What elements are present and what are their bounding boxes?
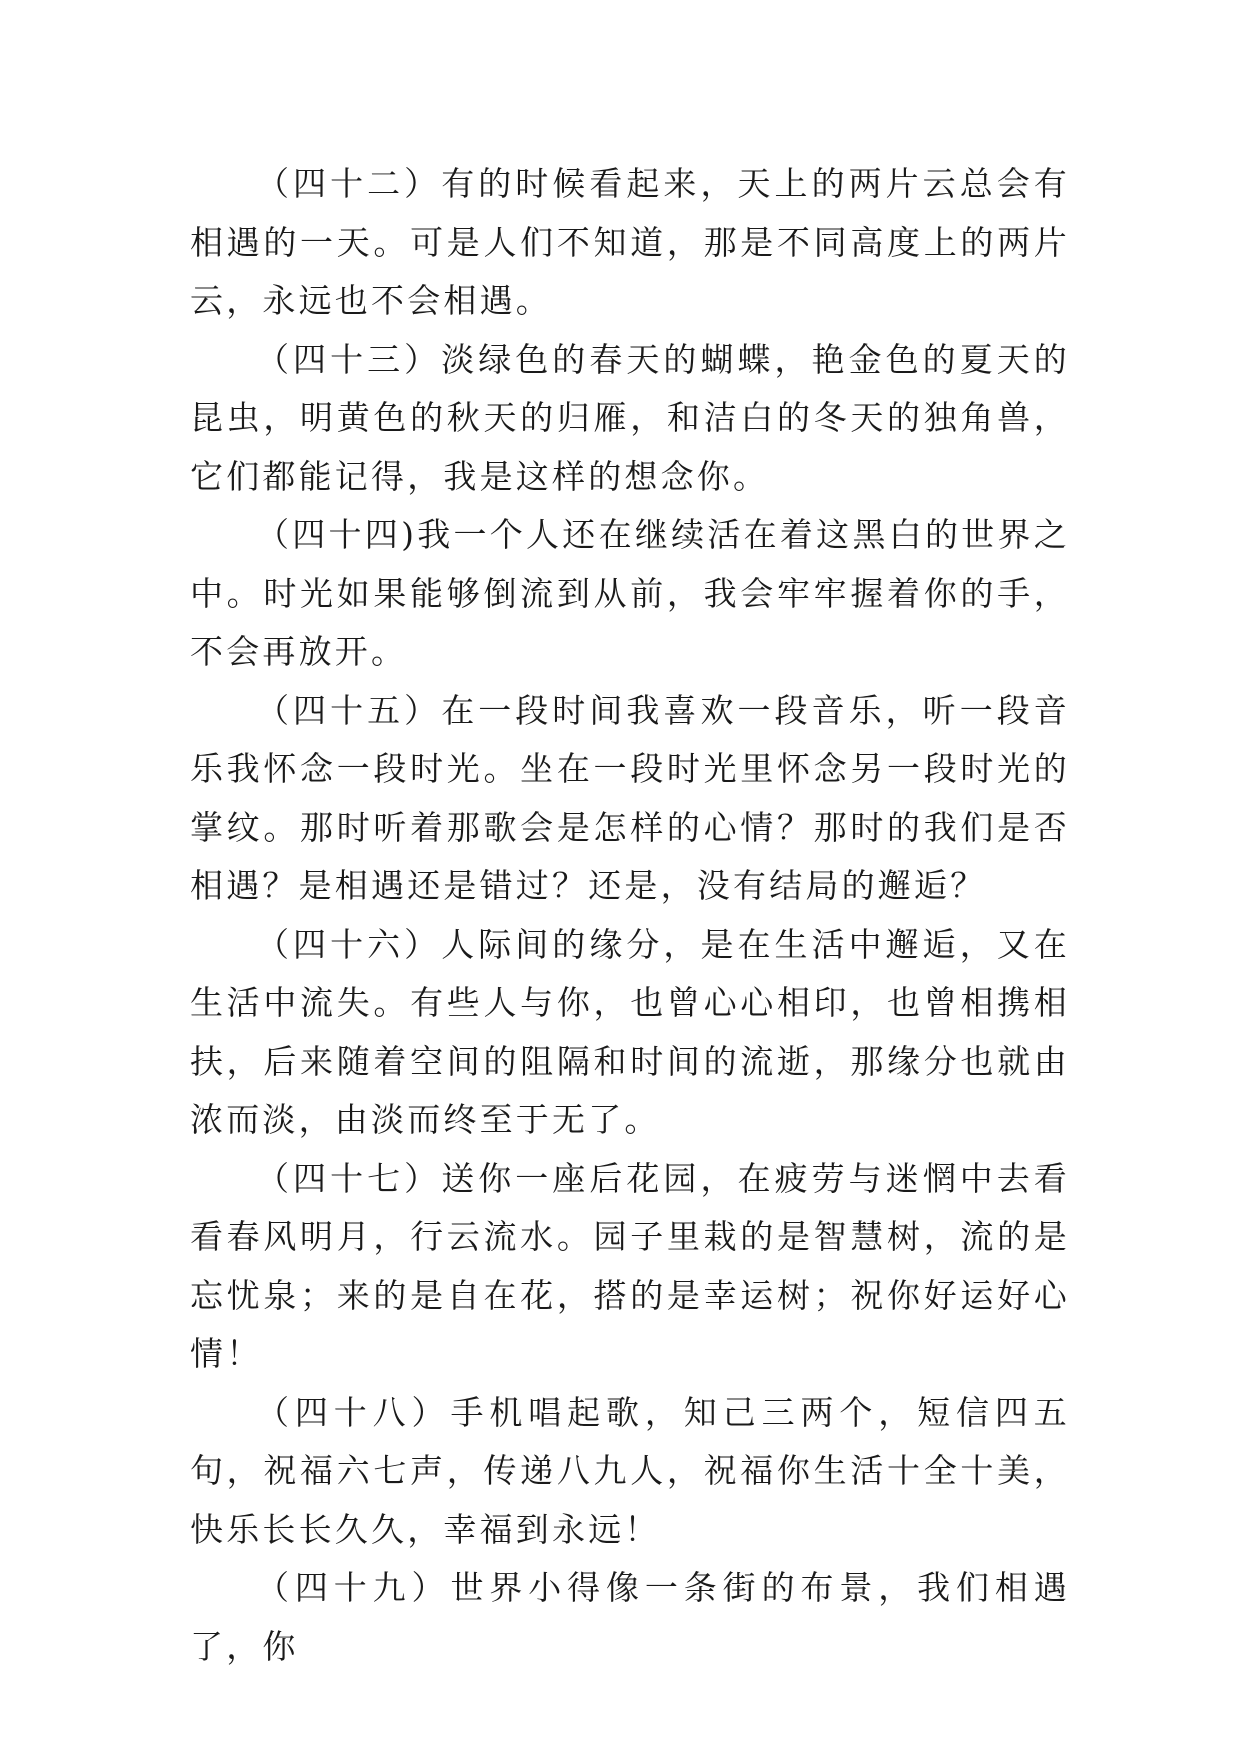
paragraph-42: （四十二）有的时候看起来，天上的两片云总会有相遇的一天。可是人们不知道，那是不同高度上的两片云，永远也不会相遇。 (190, 164, 1070, 320)
paragraph-49: （四十九）世界小得像一条街的布景，我们相遇了，你 (190, 1568, 1070, 1666)
paragraph-48: （四十八）手机唱起歌，知己三两个，短信四五句，祝福六七声，传递八九人，祝福你生活十全十美，快乐长长久久，幸福到永远！ (190, 1392, 1070, 1549)
paragraph-45: （四十五）在一段时间我喜欢一段音乐，听一段音乐我怀念一段时光。坐在一段时光里怀念另一段时光的掌纹。那时听着那歌会是怎样的心情？那时的我们是否相遇？是相遇还是错过？还是，没有结局的邂逅？ (190, 690, 1070, 905)
document-page (190, 155, 1070, 1676)
paragraph-43: （四十三）淡绿色的春天的蝴蝶，艳金色的夏天的昆虫，明黄色的秋天的归雁，和洁白的冬天的独角兽，它们都能记得，我是这样的想念你。 (190, 339, 1070, 496)
paragraph-46: （四十六）人际间的缘分，是在生活中邂逅，又在生活中流失。有些人与你，也曾心心相印，也曾相携相扶，后来随着空间的阻隔和时间的流逝，那缘分也就由浓而淡，由淡而终至于无了。 (190, 924, 1070, 1139)
paragraph-44: （四十四)我一个人还在继续活在着这黑白的世界之中。时光如果能够倒流到从前，我会牢牢握着你的手，不会再放开。 (190, 515, 1070, 671)
paragraph-47: （四十七）送你一座后花园，在疲劳与迷惘中去看看春风明月，行云流水。园子里栽的是智慧树，流的是忘忧泉；来的是自在花，搭的是幸运树；祝你好运好心情！ (190, 1158, 1070, 1373)
